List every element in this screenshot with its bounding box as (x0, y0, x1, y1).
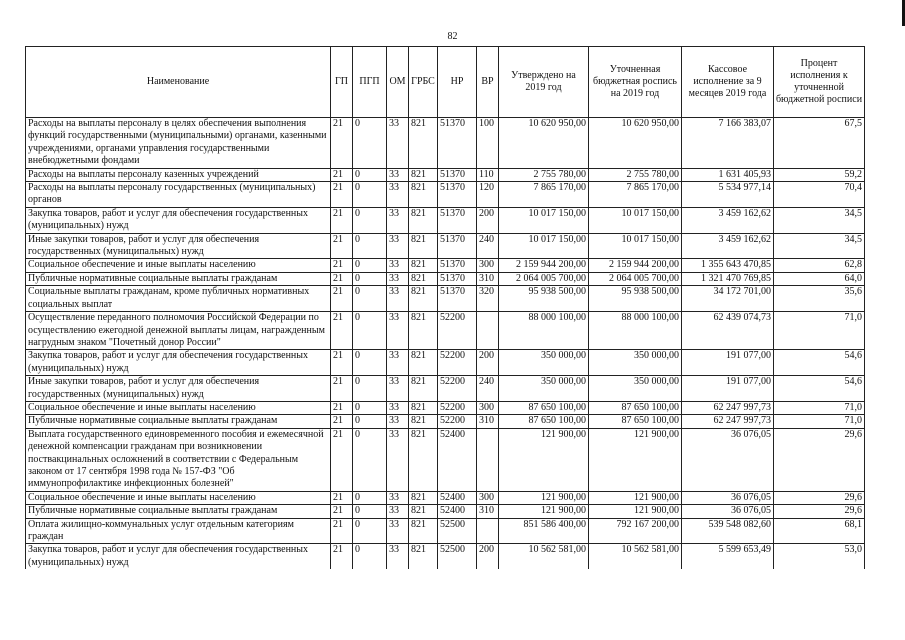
row-om-cell: 33 (387, 505, 409, 518)
row-name-cell: Расходы на выплаты персоналу казенных учреждений (26, 168, 331, 181)
row-refined-cell: 2 159 944 200,00 (589, 259, 682, 272)
row-refined-cell: 121 900,00 (589, 428, 682, 491)
row-gp-cell: 21 (331, 182, 353, 208)
row-percent-cell: 71,0 (774, 312, 865, 350)
row-refined-cell: 95 938 500,00 (589, 286, 682, 312)
row-grbs-cell: 821 (409, 491, 438, 504)
row-vr-cell (477, 518, 499, 544)
row-grbs-cell: 821 (409, 401, 438, 414)
row-vr-cell: 100 (477, 118, 499, 169)
header-percent: Процент исполнения к уточненной бюджетной росписи (774, 47, 865, 118)
row-gp-cell: 21 (331, 207, 353, 233)
table-row (26, 376, 865, 402)
row-cash-cell: 34 172 701,00 (682, 286, 774, 312)
row-approved-cell: 10 562 581,00 (499, 544, 589, 569)
row-np-cell: 51370 (438, 207, 477, 233)
row-name-cell: Расходы на выплаты персоналу в целях обеспечения выполнения функций государственными (муниципальными) органами, казенными учреждениями, органами управления государственными внебюджетными фондами (26, 118, 331, 169)
row-gp-cell: 21 (331, 415, 353, 428)
row-percent-cell: 67,5 (774, 118, 865, 169)
row-percent-cell: 35,6 (774, 286, 865, 312)
row-refined-cell: 121 900,00 (589, 491, 682, 504)
table-row (26, 401, 865, 414)
row-pgp-cell: 0 (353, 544, 387, 569)
row-cash-cell: 36 076,05 (682, 491, 774, 504)
row-percent-cell: 29,6 (774, 505, 865, 518)
row-percent-cell: 71,0 (774, 401, 865, 414)
row-gp-cell: 21 (331, 350, 353, 376)
row-np-cell: 51370 (438, 168, 477, 181)
row-np-cell: 52200 (438, 401, 477, 414)
row-pgp-cell: 0 (353, 286, 387, 312)
row-approved-cell: 10 620 950,00 (499, 118, 589, 169)
row-gp-cell: 21 (331, 286, 353, 312)
row-cash-cell: 36 076,05 (682, 428, 774, 491)
row-np-cell: 52400 (438, 428, 477, 491)
row-percent-cell: 29,6 (774, 428, 865, 491)
row-grbs-cell: 821 (409, 286, 438, 312)
row-cash-cell: 1 631 405,93 (682, 168, 774, 181)
row-approved-cell: 10 017 150,00 (499, 207, 589, 233)
row-pgp-cell: 0 (353, 376, 387, 402)
table-row (26, 491, 865, 504)
table-row (26, 312, 865, 350)
row-vr-cell: 200 (477, 544, 499, 569)
header-pgp: ПГП (353, 47, 387, 118)
row-gp-cell: 21 (331, 518, 353, 544)
table-row (26, 168, 865, 181)
row-cash-cell: 62 247 997,73 (682, 415, 774, 428)
row-refined-cell: 7 865 170,00 (589, 182, 682, 208)
row-approved-cell: 350 000,00 (499, 376, 589, 402)
row-om-cell: 33 (387, 428, 409, 491)
row-om-cell: 33 (387, 182, 409, 208)
row-gp-cell: 21 (331, 428, 353, 491)
row-vr-cell: 310 (477, 415, 499, 428)
row-om-cell: 33 (387, 286, 409, 312)
row-percent-cell: 71,0 (774, 415, 865, 428)
table-row (26, 428, 865, 491)
row-percent-cell: 34,5 (774, 233, 865, 259)
row-percent-cell: 62,8 (774, 259, 865, 272)
row-om-cell: 33 (387, 118, 409, 169)
row-cash-cell: 36 076,05 (682, 505, 774, 518)
row-percent-cell: 64,0 (774, 272, 865, 285)
row-vr-cell: 120 (477, 182, 499, 208)
row-approved-cell: 2 755 780,00 (499, 168, 589, 181)
row-approved-cell: 121 900,00 (499, 491, 589, 504)
row-percent-cell: 59,2 (774, 168, 865, 181)
row-vr-cell (477, 428, 499, 491)
row-pgp-cell: 0 (353, 401, 387, 414)
row-name-cell: Осуществление переданного полномочия Российской Федерации по осуществлению ежегодной денежной выплаты лицам, награжденным нагрудным знаком "Почетный донор России" (26, 312, 331, 350)
row-cash-cell: 5 599 653,49 (682, 544, 774, 569)
row-percent-cell: 29,6 (774, 491, 865, 504)
row-gp-cell: 21 (331, 168, 353, 181)
row-name-cell: Социальное обеспечение и иные выплаты населению (26, 401, 331, 414)
table-row (26, 259, 865, 272)
row-vr-cell: 200 (477, 207, 499, 233)
row-approved-cell: 88 000 100,00 (499, 312, 589, 350)
row-pgp-cell: 0 (353, 491, 387, 504)
row-gp-cell: 21 (331, 312, 353, 350)
table-row (26, 518, 865, 544)
row-grbs-cell: 821 (409, 505, 438, 518)
table-row (26, 182, 865, 208)
row-gp-cell: 21 (331, 544, 353, 569)
table-row (26, 118, 865, 169)
row-np-cell: 52400 (438, 491, 477, 504)
row-om-cell: 33 (387, 491, 409, 504)
row-cash-cell: 62 439 074,73 (682, 312, 774, 350)
row-refined-cell: 10 562 581,00 (589, 544, 682, 569)
row-cash-cell: 5 534 977,14 (682, 182, 774, 208)
row-vr-cell: 300 (477, 491, 499, 504)
row-approved-cell: 121 900,00 (499, 505, 589, 518)
header-cash: Кассовое исполнение за 9 месяцев 2019 года (682, 47, 774, 118)
row-pgp-cell: 0 (353, 350, 387, 376)
row-gp-cell: 21 (331, 505, 353, 518)
row-gp-cell: 21 (331, 272, 353, 285)
row-grbs-cell: 821 (409, 312, 438, 350)
row-om-cell: 33 (387, 207, 409, 233)
row-grbs-cell: 821 (409, 168, 438, 181)
row-om-cell: 33 (387, 272, 409, 285)
row-vr-cell: 300 (477, 401, 499, 414)
row-name-cell: Публичные нормативные социальные выплаты гражданам (26, 415, 331, 428)
row-vr-cell: 110 (477, 168, 499, 181)
row-np-cell: 51370 (438, 118, 477, 169)
header-approved: Утверждено на 2019 год (499, 47, 589, 118)
row-grbs-cell: 821 (409, 376, 438, 402)
row-om-cell: 33 (387, 259, 409, 272)
header-refined: Уточненная бюджетная роспись на 2019 год (589, 47, 682, 118)
row-grbs-cell: 821 (409, 182, 438, 208)
row-pgp-cell: 0 (353, 259, 387, 272)
row-grbs-cell: 821 (409, 544, 438, 569)
table-row (26, 415, 865, 428)
row-om-cell: 33 (387, 415, 409, 428)
header-row (26, 47, 865, 118)
row-om-cell: 33 (387, 168, 409, 181)
row-gp-cell: 21 (331, 401, 353, 414)
row-pgp-cell: 0 (353, 505, 387, 518)
row-om-cell: 33 (387, 544, 409, 569)
row-approved-cell: 851 586 400,00 (499, 518, 589, 544)
row-name-cell: Публичные нормативные социальные выплаты гражданам (26, 505, 331, 518)
row-pgp-cell: 0 (353, 233, 387, 259)
row-refined-cell: 350 000,00 (589, 376, 682, 402)
row-name-cell: Закупка товаров, работ и услуг для обеспечения государственных (муниципальных) нужд (26, 207, 331, 233)
row-name-cell: Иные закупки товаров, работ и услуг для обеспечения государственных (муниципальных) нужд (26, 233, 331, 259)
row-name-cell: Закупка товаров, работ и услуг для обеспечения государственных (муниципальных) нужд (26, 350, 331, 376)
row-grbs-cell: 821 (409, 415, 438, 428)
row-vr-cell: 200 (477, 350, 499, 376)
row-cash-cell: 539 548 082,60 (682, 518, 774, 544)
header-om: ОМ (387, 47, 409, 118)
row-grbs-cell: 821 (409, 272, 438, 285)
row-np-cell: 52200 (438, 415, 477, 428)
row-approved-cell: 350 000,00 (499, 350, 589, 376)
row-grbs-cell: 821 (409, 428, 438, 491)
table-row (26, 350, 865, 376)
row-pgp-cell: 0 (353, 272, 387, 285)
row-percent-cell: 54,6 (774, 376, 865, 402)
row-np-cell: 52200 (438, 312, 477, 350)
row-grbs-cell: 821 (409, 518, 438, 544)
row-cash-cell: 191 077,00 (682, 376, 774, 402)
header-grbs: ГРБС (409, 47, 438, 118)
row-np-cell: 52200 (438, 376, 477, 402)
header-gp: ГП (331, 47, 353, 118)
row-percent-cell: 54,6 (774, 350, 865, 376)
row-approved-cell: 87 650 100,00 (499, 401, 589, 414)
row-np-cell: 51370 (438, 272, 477, 285)
row-grbs-cell: 821 (409, 259, 438, 272)
row-percent-cell: 70,4 (774, 182, 865, 208)
row-np-cell: 51370 (438, 182, 477, 208)
row-name-cell: Публичные нормативные социальные выплаты гражданам (26, 272, 331, 285)
row-refined-cell: 87 650 100,00 (589, 415, 682, 428)
row-name-cell: Социальное обеспечение и иные выплаты населению (26, 259, 331, 272)
row-cash-cell: 3 459 162,62 (682, 233, 774, 259)
row-np-cell: 51370 (438, 286, 477, 312)
row-om-cell: 33 (387, 350, 409, 376)
row-refined-cell: 10 620 950,00 (589, 118, 682, 169)
row-om-cell: 33 (387, 233, 409, 259)
row-grbs-cell: 821 (409, 207, 438, 233)
row-refined-cell: 121 900,00 (589, 505, 682, 518)
row-cash-cell: 1 355 643 470,85 (682, 259, 774, 272)
row-pgp-cell: 0 (353, 518, 387, 544)
page-number: 82 (447, 31, 458, 42)
row-np-cell: 52500 (438, 544, 477, 569)
row-om-cell: 33 (387, 401, 409, 414)
row-percent-cell: 34,5 (774, 207, 865, 233)
row-cash-cell: 62 247 997,73 (682, 401, 774, 414)
row-refined-cell: 10 017 150,00 (589, 233, 682, 259)
row-pgp-cell: 0 (353, 428, 387, 491)
row-refined-cell: 350 000,00 (589, 350, 682, 376)
row-grbs-cell: 821 (409, 350, 438, 376)
row-gp-cell: 21 (331, 259, 353, 272)
budget-table (25, 46, 865, 569)
row-vr-cell: 240 (477, 233, 499, 259)
table-row (26, 207, 865, 233)
row-vr-cell: 300 (477, 259, 499, 272)
row-refined-cell: 2 755 780,00 (589, 168, 682, 181)
row-name-cell: Расходы на выплаты персоналу государственных (муниципальных) органов (26, 182, 331, 208)
row-vr-cell: 320 (477, 286, 499, 312)
row-cash-cell: 191 077,00 (682, 350, 774, 376)
row-name-cell: Оплата жилищно-коммунальных услуг отдельным категориям граждан (26, 518, 331, 544)
row-approved-cell: 121 900,00 (499, 428, 589, 491)
row-om-cell: 33 (387, 312, 409, 350)
table-row (26, 544, 865, 569)
row-refined-cell: 10 017 150,00 (589, 207, 682, 233)
table-row (26, 272, 865, 285)
row-name-cell: Иные закупки товаров, работ и услуг для обеспечения государственных (муниципальных) нужд (26, 376, 331, 402)
table-row (26, 505, 865, 518)
row-approved-cell: 95 938 500,00 (499, 286, 589, 312)
row-gp-cell: 21 (331, 491, 353, 504)
row-approved-cell: 7 865 170,00 (499, 182, 589, 208)
header-np: НР (438, 47, 477, 118)
header-vr: ВР (477, 47, 499, 118)
row-grbs-cell: 821 (409, 118, 438, 169)
row-refined-cell: 87 650 100,00 (589, 401, 682, 414)
row-percent-cell: 68,1 (774, 518, 865, 544)
row-approved-cell: 10 017 150,00 (499, 233, 589, 259)
row-cash-cell: 3 459 162,62 (682, 207, 774, 233)
row-refined-cell: 792 167 200,00 (589, 518, 682, 544)
row-vr-cell: 310 (477, 272, 499, 285)
row-vr-cell: 240 (477, 376, 499, 402)
row-np-cell: 52400 (438, 505, 477, 518)
row-np-cell: 51370 (438, 233, 477, 259)
row-om-cell: 33 (387, 518, 409, 544)
row-vr-cell (477, 312, 499, 350)
table-row (26, 286, 865, 312)
row-pgp-cell: 0 (353, 118, 387, 169)
row-gp-cell: 21 (331, 233, 353, 259)
header-name: Наименование (26, 47, 331, 118)
row-om-cell: 33 (387, 376, 409, 402)
row-vr-cell: 310 (477, 505, 499, 518)
row-grbs-cell: 821 (409, 233, 438, 259)
row-pgp-cell: 0 (353, 312, 387, 350)
row-gp-cell: 21 (331, 118, 353, 169)
row-np-cell: 52200 (438, 350, 477, 376)
row-np-cell: 52500 (438, 518, 477, 544)
table-row (26, 233, 865, 259)
row-name-cell: Закупка товаров, работ и услуг для обеспечения государственных (муниципальных) нужд (26, 544, 331, 569)
row-cash-cell: 7 166 383,07 (682, 118, 774, 169)
row-approved-cell: 2 159 944 200,00 (499, 259, 589, 272)
row-cash-cell: 1 321 470 769,85 (682, 272, 774, 285)
row-pgp-cell: 0 (353, 168, 387, 181)
row-name-cell: Выплата государственного единовременного пособия и ежемесячной денежной компенсации гражданам при возникновении поствакцинальных осложнений в соответствии с Федеральным законом от 17 сентября 1998 года № 157-ФЗ "Об иммунопрофилактике инфекционных болезней" (26, 428, 331, 491)
row-name-cell: Социальное обеспечение и иные выплаты населению (26, 491, 331, 504)
row-pgp-cell: 0 (353, 182, 387, 208)
row-pgp-cell: 0 (353, 207, 387, 233)
row-gp-cell: 21 (331, 376, 353, 402)
row-approved-cell: 87 650 100,00 (499, 415, 589, 428)
row-percent-cell: 53,0 (774, 544, 865, 569)
row-np-cell: 51370 (438, 259, 477, 272)
row-approved-cell: 2 064 005 700,00 (499, 272, 589, 285)
row-refined-cell: 2 064 005 700,00 (589, 272, 682, 285)
row-refined-cell: 88 000 100,00 (589, 312, 682, 350)
row-name-cell: Социальные выплаты гражданам, кроме публичных нормативных социальных выплат (26, 286, 331, 312)
row-pgp-cell: 0 (353, 415, 387, 428)
